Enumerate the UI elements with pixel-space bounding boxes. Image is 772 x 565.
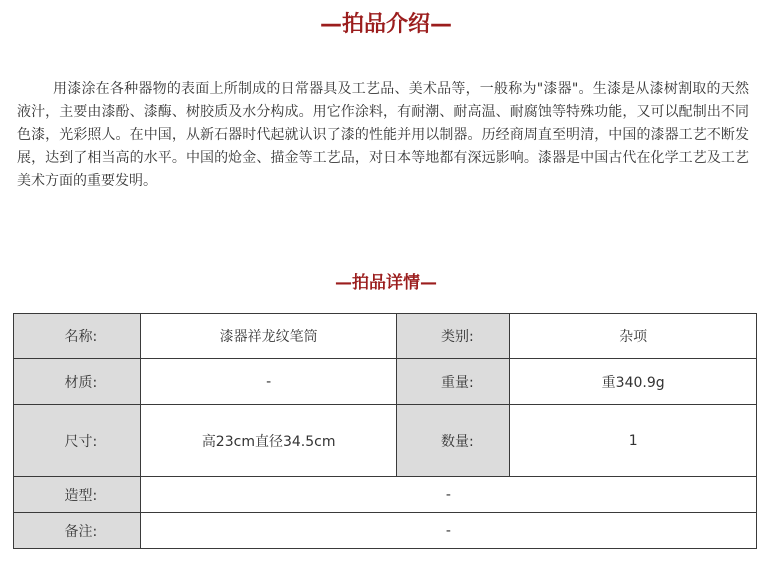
table-row [14,405,757,477]
table-row [14,477,757,513]
shape-value: - [140,477,756,513]
name-value: 漆器祥龙纹笔筒 [140,314,397,359]
weight-label: 重量: [397,359,510,405]
notes-label: 备注: [14,513,141,549]
intro-section-title: —拍品介绍— [319,12,452,37]
material-label: 材质: [14,359,141,405]
quantity-value: 1 [510,405,757,477]
notes-value: - [140,513,756,549]
details-table [13,313,757,549]
table-row [14,314,757,359]
size-value: 高23cm直径34.5cm [140,405,397,477]
intro-paragraph: 用漆涂在各种器物的表面上所制成的日常器具及工艺品、美术品等，一般称为"漆器"。生漆是从漆树割取的天然液汁，主要由漆酚、漆酶、树胶质及水分构成。用它作涂料，有耐潮、耐高温、耐腐蚀等特殊功能，又可以配制出不同色漆，光彩照人。在中国，从新石器时代起就认识了漆的性能并用以制器。历经商周直至明清，中国的漆器工艺不断发展，达到了相当高的水平。中国的炝金、描金等工艺品，对日本等地都有深远影响。漆器是中国古代在化学工艺及工艺美术方面的重要发明。 [17,81,749,189]
name-label: 名称: [14,314,141,359]
details-section-title: —拍品详情— [335,273,437,293]
shape-label: 造型: [14,477,141,513]
material-value: - [140,359,397,405]
table-row [14,513,757,549]
table-row [14,359,757,405]
category-label: 类别: [397,314,510,359]
weight-value: 重340.9g [510,359,757,405]
quantity-label: 数量: [397,405,510,477]
category-value: 杂项 [510,314,757,359]
size-label: 尺寸: [14,405,141,477]
